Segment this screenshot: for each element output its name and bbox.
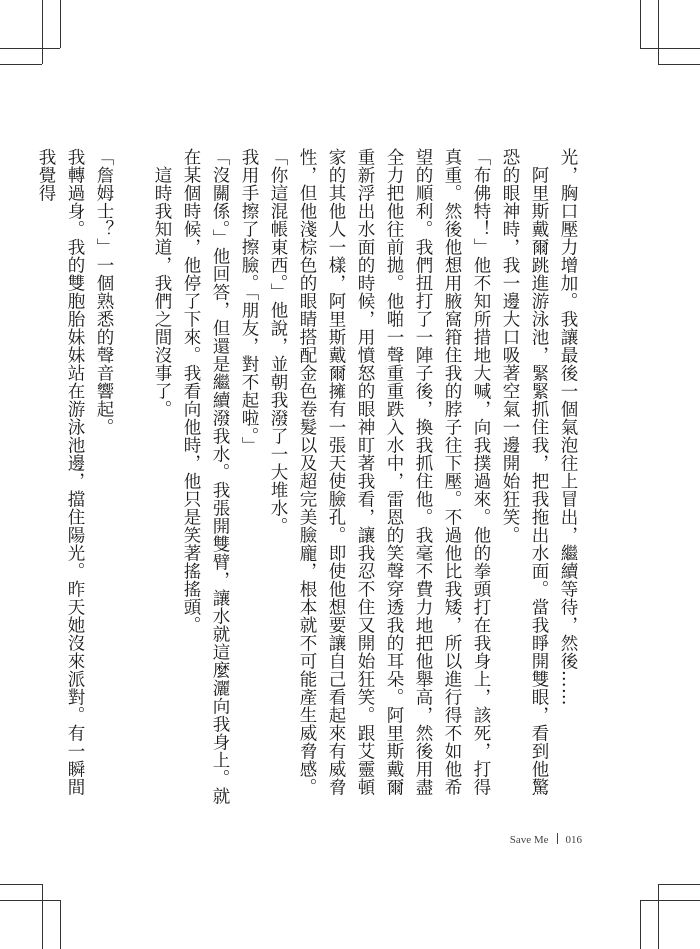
running-footer (510, 833, 582, 846)
crop-mark (658, 884, 659, 949)
crop-mark (60, 0, 61, 48)
paragraph: 「你這混帳東西。」他說，並朝我潑了一大堆水。 (268, 148, 288, 536)
paragraph: 我用手擦了擦臉。「朋友，對不起啦。」 (239, 148, 259, 455)
crop-mark (658, 64, 700, 65)
footer-divider (557, 833, 558, 844)
book-title: Save Me (509, 834, 549, 846)
crop-mark (640, 900, 700, 901)
paragraph: 「布佛特！」他不知所措地大喊，向我撲過來。他的拳頭打在我身上，該死，打得真重。然後他想用腋窩箝住我的脖子往下壓。不過他比我矮，所以進行得不如他希望的順利。我們扭打了一陣子後，換我抓住他。我毫不費力地把他舉高，然後用盡全力把他往前拋。他啪一聲重重跌入水中，雷恩的笑聲穿透我的耳朵。阿里斯戴爾重新浮出水面的時候，用憤怒的眼神盯著我看，讓我忍不住又開始狂笑。跟艾靈頓家的其他人一樣，阿里斯戴爾擁有一張天使臉孔。即使他想要讓自己看起來有威脅性，但他淺棕色的眼睛搭配金色卷髮以及超完美臉龐，根本就不可能產生威脅感。 (297, 148, 491, 796)
crop-mark (640, 48, 700, 49)
crop-mark (0, 884, 42, 885)
paragraph: 我轉過身。我的雙胞胎妹妹站在游泳池邊，擋住陽光。昨天她沒來派對。有一瞬間我覺得 (36, 148, 85, 796)
crop-mark (640, 900, 641, 949)
paragraph: 「詹姆士？」一個熟悉的聲音響起。 (94, 148, 114, 436)
page-number: 016 (565, 834, 582, 846)
crop-mark (42, 884, 43, 949)
crop-mark (60, 900, 61, 949)
paragraph: 光，胸口壓力增加。我讓最後一個氣泡往上冒出，繼續等待，然後…… (558, 148, 578, 706)
crop-mark (658, 0, 659, 64)
paragraph: 阿里斯戴爾跳進游泳池，緊緊抓住我，把我拖出水面。當我睜開雙眼，看到他驚恐的眼神時，我一邊大口吸著空氣一邊開始狂笑。 (500, 148, 549, 796)
crop-mark (0, 900, 60, 901)
paragraph: 「沒關係。」他回答，但還是繼續潑我水。我張開雙臂，讓水就這麼灑向我身上。就在某個時候，他停了下來。我看向他時，他只是笑著搖搖頭。 (181, 148, 230, 806)
crop-mark (0, 64, 42, 65)
crop-mark (658, 884, 700, 885)
crop-mark (42, 0, 43, 64)
paragraph: 這時我知道，我們之間沒事了。 (152, 165, 172, 418)
body-text (31, 148, 582, 808)
crop-mark (0, 48, 60, 49)
crop-mark (640, 0, 641, 48)
